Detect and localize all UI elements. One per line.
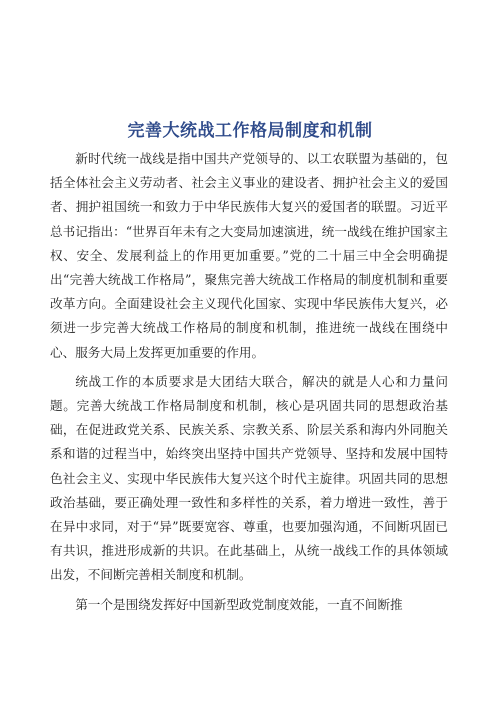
document-body xyxy=(50,147,448,617)
paragraph-3: 第一个是围绕发挥好中国新型政党制度效能，一直不间断推 xyxy=(75,596,403,612)
document-title: 完善大统战工作格局制度和机制 xyxy=(127,121,373,141)
paragraph-1: 新时代统一战线是指中国共产党领导的、以工农联盟为基础的，包括全体社会主义劳动者、社会主义事业的建设者、拥护社会主义的爱国者、拥护祖国统一和致力于中华民族伟大复兴的爱国者的联盟。习近平总书记指出：“世界百年未有之大变局加速演进，统一战线在维护国家主权、安全、发展利益上的作用更加重要。”党的二十届三中全会明确提出“完善大统战工作格局”，聚焦完善大统战工作格局的制度机制和重要改革方向。全面建设社会主义现代化国家、实现中华民族伟大复兴，必须进一步完善大统战工作格局的制度和机制，推进统一战线在围绕中心、服务大局上发挥更加重要的作用。 xyxy=(50,151,448,360)
paragraph-2: 统战工作的本质要求是大团结大联合，解决的就是人心和力量问题。完善大统战工作格局制度和机制，核心是巩固共同的思想政治基础，在促进政党关系、民族关系、宗教关系、阶层关系和海内外同胞关系和谐的过程当中，始终突出坚持中国共产党领导、坚持和发展中国特色社会主义、实现中华民族伟大复兴这个时代主旋律。巩固共同的思想政治基础，要正确处理一致性和多样性的关系，着力增进一致性，善于在异中求同，对于“异”既要宽容、尊重，也要加强沟通，不间断巩固已有共识，推进形成新的共识。在此基础上，从统一战线工作的具体领域出发，不间断完善相关制度和机制。 xyxy=(50,373,448,583)
